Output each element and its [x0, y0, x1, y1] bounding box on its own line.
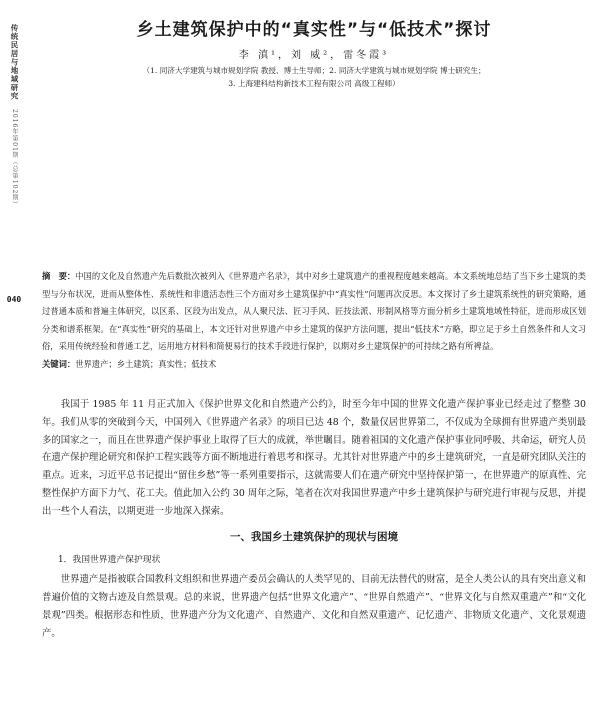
journal-issue: 2016年第01期（总第102期） [11, 108, 18, 208]
abstract-text: 中国的文化及自然遗产先后数批次被列入《世界遗产名录》，其中对乡土建筑遗产的重视程度越来越高。本文系统地总结了当下乡土建筑的类型与分布状况，进而从整体性、系统性和非遗活态性三个方面对乡土建筑保护中“真实性”问题再次反思。本文探讨了乡土建筑系统性的研究策略，通过普通本质和普遍主体研究，以区系、区段为出发点，从人聚尺法、匠习手风、匠技法派、形制风格等方面分析乡土建筑地域性特征，进而形成区划分类和谱系框架。在“真实性”研究的基础上，本文还针对世界遗产中乡土建筑的保护方法问题，提出“低技术”方略，即立足于乡土自然条件和人文习俗，采用传统经验和普通工艺，运用地方材料和简便易行的技术手段进行保护，以期对乡土建筑保护的可持续之路有所裨益。 [42, 271, 586, 352]
keywords-text: 世界遗产；乡土建筑；真实性；低技术 [75, 358, 217, 369]
affiliations [40, 64, 588, 90]
journal-name: 传统民居与地域研究 [10, 24, 19, 101]
page-number: 040 [6, 295, 22, 304]
abstract [40, 268, 588, 356]
abstract-label: 摘 要： [42, 271, 76, 281]
section-heading: 一、我国乡土建筑保护的现状与困境 [230, 530, 398, 543]
journal-sidebar [5, 24, 23, 208]
subsection-heading: 1．我国世界遗产保护现状 [58, 555, 161, 566]
keywords [40, 356, 588, 372]
authors: 李 滇¹，刘 威²，雷冬霞³ [238, 50, 390, 61]
article-title: 乡土建筑保护中的“真实性”与“低技术”探讨 [136, 20, 492, 40]
intro-paragraph: 我国于 1985 年 11 月正式加入《保护世界文化和自然遗产公约》，时至今年中国的世界文化遗产保护事业已经走过了整整 30 年。我们从零的突破到今天，中国列入《世界遗产名录》的项目已达 48 个，数量仅居世界第二，不仅成为全球拥有世界遗产类别最多的国家之一，而且在世界遗产保护事业上取得了巨大的成就，举世瞩目。随着祖国的文化遗产保护事业同呼吸、共命运，研究人员在遗产保护理论研究和保护工程实践等方面不断地进行着思考和探寻。尤其针对世界遗产中的乡土建筑研究，一直是研究团队关注的重点。近来，习近平总书记提出“留住乡愁”等一系列重要指示，这就需要人们在遗产研究中坚持保护第一，在世界遗产的原真性、完整性保护方面下力气、花工夫。值此加入公约 30 周年之际，笔者在次对我国世界遗产中乡土建筑保护与研究进行审视与反思，并提出一些个人看法，以期更进一步地深入探索。 [42, 398, 586, 517]
affiliation-line: （1. 同济大学建筑与城市规划学院 教授、博士生导师；2. 同济大学建筑与城市规划学院 博士研究生； [142, 66, 486, 75]
body-text [40, 396, 588, 643]
keywords-label: 关键词： [42, 358, 76, 369]
article [40, 18, 588, 643]
affiliation-line: 3. 上海建科结构新技术工程有限公司 高级工程师） [228, 79, 400, 88]
body-paragraph: 世界遗产是指被联合国教科文组织和世界遗产委员会确认的人类罕见的、目前无法替代的财富，是全人类公认的具有突出意义和普遍价值的文物古迹及自然景观。总的来说，世界遗产包括“世界文化遗产”、“世界自然遗产”、“世界文化与自然双重遗产”和“文化景观”四类。根据形态和性质，世界遗产分为文化遗产、自然遗产、文化和自然双重遗产、记忆遗产、非物质文化遗产、文化景观遗产。 [42, 574, 586, 639]
